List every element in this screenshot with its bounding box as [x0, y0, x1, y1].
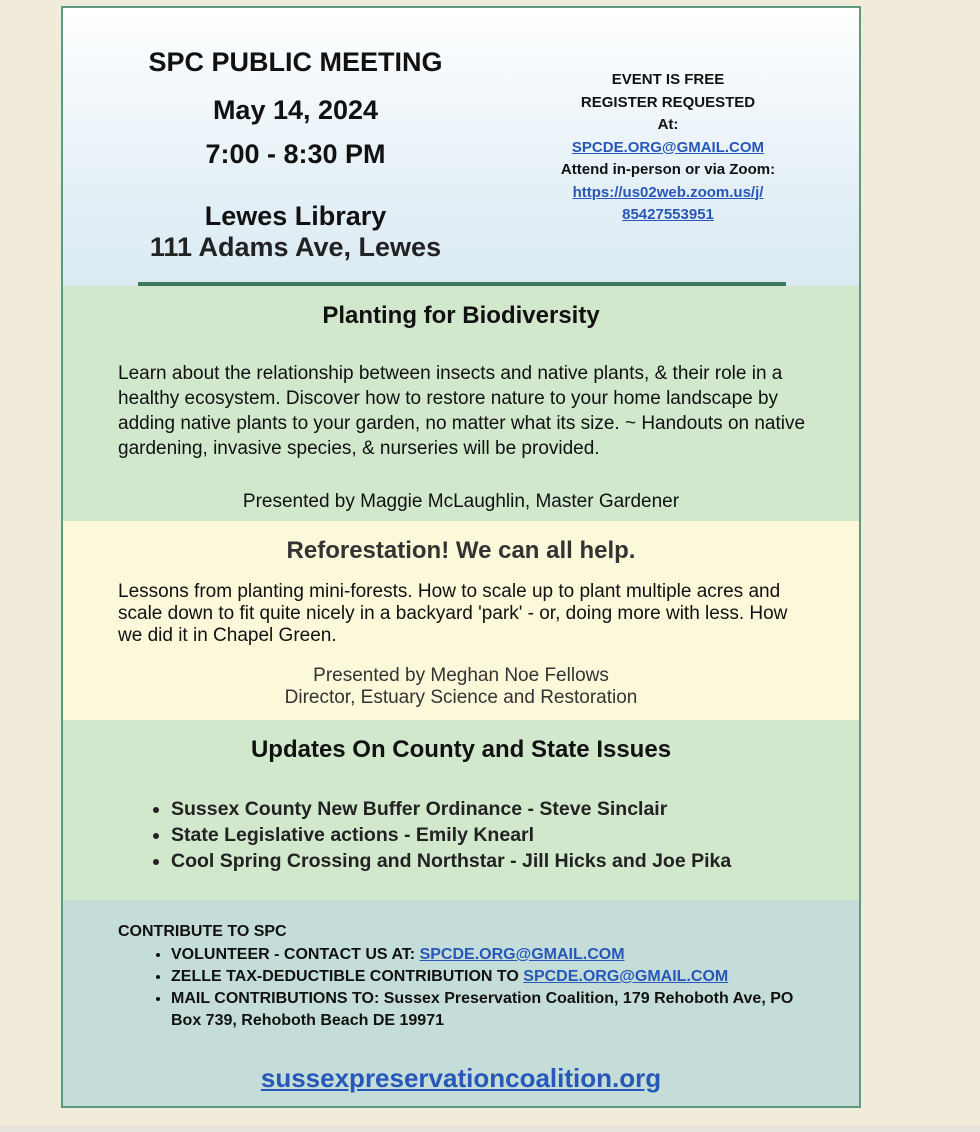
section-planting-presenter: Presented by Maggie McLaughlin, Master Gardener: [242, 491, 680, 512]
zoom-link-line2: 85427553951: [622, 206, 714, 223]
section-planting-title: Planting for Biodiversity: [322, 302, 600, 329]
section-reforestation-presenter: [63, 665, 859, 709]
list-item: • Sussex County New Buffer Ordinance - Steve Sinclair: [171, 796, 731, 822]
register-email-link[interactable]: SPCDE.ORG@GMAIL.COM: [571, 138, 765, 156]
at-label: At:: [657, 116, 679, 133]
zoom-link[interactable]: [573, 184, 764, 224]
list-item: • Cool Spring Crossing and Northstar - Jill Hicks and Joe Pika: [171, 848, 731, 874]
volunteer-label: VOLUNTEER - CONTACT US AT:: [171, 946, 420, 963]
section-contribute: [63, 900, 859, 1106]
list-item: [171, 944, 811, 966]
flyer: [61, 6, 861, 1108]
list-item: • MAIL CONTRIBUTIONS TO: Sussex Preservation Coalition, 179 Rehoboth Ave, PO Box 739, Rehoboth Beach DE 19971: [171, 988, 811, 1032]
attend-text: Attend in-person or via Zoom:: [560, 161, 776, 178]
zoom-link-line1: https://us02web.zoom.us/j/: [572, 183, 764, 201]
event-date: May 14, 2024: [212, 95, 379, 125]
section-updates: [63, 720, 859, 900]
page-bottom-edge: [0, 1126, 980, 1132]
section-planting-body: Learn about the relationship between insects and native plants, & their role in a healthy ecosystem. Discover how to restore nature to your home landscape by adding native plants to your garden, no matter what its size. ~ Handouts on native gardening, invasive species, & nurseries will be provided.: [118, 363, 806, 459]
event-details: [98, 46, 493, 263]
website-link[interactable]: sussexpreservationcoalition.org: [260, 1063, 662, 1093]
event-address: 111 Adams Ave, Lewes: [149, 232, 442, 262]
section-reforestation-title: Reforestation! We can all help.: [286, 537, 636, 564]
event-time: 7:00 - 8:30 PM: [205, 139, 386, 169]
volunteer-email-link[interactable]: SPCDE.ORG@GMAIL.COM: [419, 946, 625, 963]
presenter-title: Director, Estuary Science and Restoration: [284, 687, 638, 708]
presenter-name: Presented by Meghan Noe Fellows: [313, 665, 609, 686]
zelle-email-link[interactable]: SPCDE.ORG@GMAIL.COM: [523, 968, 729, 985]
list-item: • State Legislative actions - Emily Knearl: [171, 822, 731, 848]
contribute-title: CONTRIBUTE TO SPC: [118, 923, 287, 940]
section-planting: [63, 286, 859, 521]
zelle-label: ZELLE TAX-DEDUCTIBLE CONTRIBUTION TO: [171, 968, 524, 985]
register-requested-text: REGISTER REQUESTED: [580, 93, 756, 111]
registration-info: [528, 69, 808, 227]
event-title: SPC PUBLIC MEETING: [148, 47, 443, 77]
updates-list: [171, 796, 731, 874]
contribute-list: [171, 944, 811, 1032]
event-free-text: EVENT IS FREE: [611, 71, 725, 88]
flyer-header: [63, 8, 859, 286]
list-item: [171, 966, 811, 988]
section-updates-title: Updates On County and State Issues: [250, 736, 672, 763]
event-venue: Lewes Library: [204, 201, 387, 231]
section-reforestation: [63, 521, 859, 720]
section-reforestation-body: Lessons from planting mini-forests. How to scale up to plant multiple acres and scale down to fit quite nicely in a backyard 'park' - or, doing more with less. How we did it in Chapel Green.: [118, 581, 788, 646]
